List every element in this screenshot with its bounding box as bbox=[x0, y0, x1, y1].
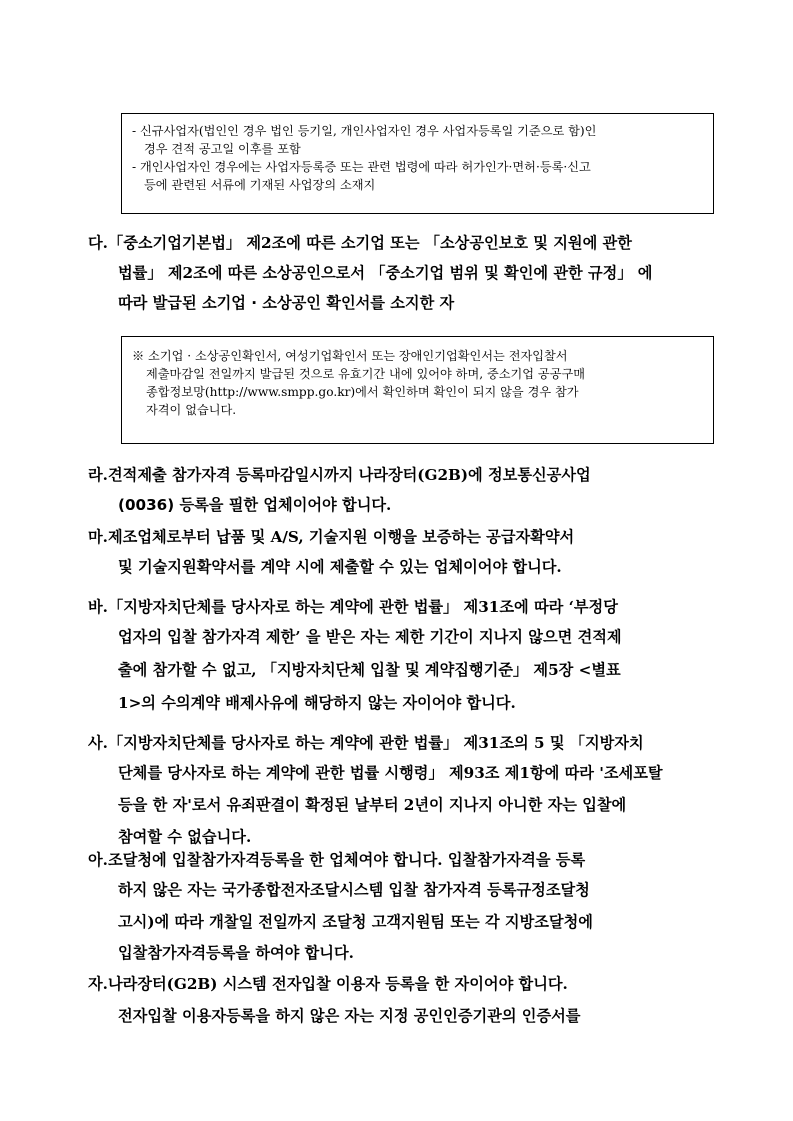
item-a-line-4: 입찰참가자격등록을 하여야 합니다. bbox=[118, 944, 354, 962]
box2-line-2: 제출마감일 전일까지 발급된 것으로 유효기간 내에 있어야 하며, 중소기업 공공구매 bbox=[146, 367, 586, 381]
item-ma-marker: 마. bbox=[88, 528, 108, 546]
box1-line-3: - 개인사업자인 경우에는 사업자등록증 또는 관련 법령에 따라 허가인가·면허·등록·신고 bbox=[132, 160, 591, 174]
item-ba bbox=[88, 592, 718, 718]
item-a-line-1: 조달청에 입찰참가자격등록을 한 업체여야 합니다. 입찰참가자격을 등록 bbox=[108, 851, 586, 869]
item-da-marker: 다. bbox=[88, 234, 108, 252]
item-da-line-1: 「중소기업기본법」 제2조에 따른 소기업 또는 「소상공인보호 및 지원에 관한 bbox=[108, 234, 632, 252]
item-da-line-2: 법률」 제2조에 따른 소상공인으로서 「중소기업 범위 및 확인에 관한 규정」 에 bbox=[118, 264, 653, 282]
box2-line-4: 자격이 없습니다. bbox=[146, 403, 237, 417]
item-ma bbox=[88, 522, 718, 582]
item-a bbox=[88, 845, 718, 968]
notice-box-certificate bbox=[121, 336, 714, 444]
box2-line-3: 종합정보망(http://www.smpp.go.kr)에서 확인하며 확인이 되지 않을 경우 참가 bbox=[146, 385, 579, 399]
item-ma-line-2: 및 기술지원확약서를 계약 시에 제출할 수 있는 업체이어야 합니다. bbox=[118, 558, 562, 576]
item-ra-line-2: 등록을 필한 업체이어야 합니다. bbox=[174, 496, 392, 514]
item-ra-emphasis-1: 정보통신공사업 bbox=[488, 466, 591, 484]
item-a-marker: 아. bbox=[88, 851, 108, 869]
item-sa-line-1: 「지방자치단체를 당사자로 하는 계약에 관한 법률」 제31조의 5 및 「지방자치 bbox=[108, 734, 644, 752]
item-ma-line-1: 제조업체로부터 납품 및 A/S, 기술지원 이행을 보증하는 공급자확약서 bbox=[108, 528, 575, 546]
item-sa bbox=[88, 728, 718, 852]
box2-line-1: ※ 소기업 · 소상공인확인서, 여성기업확인서 또는 장애인기업확인서는 전자입찰서 bbox=[132, 349, 568, 363]
item-ba-line-2: 업자의 입찰 참가자격 제한’ 을 받은 자는 제한 기간이 지나지 않으면 견적제 bbox=[118, 628, 622, 646]
box1-line-4: 등에 관련된 서류에 기재된 사업장의 소재지 bbox=[144, 178, 376, 192]
item-sa-line-4: 참여할 수 없습니다. bbox=[118, 828, 252, 846]
item-ba-line-4: 1>의 수의계약 배제사유에 해당하지 않는 자이어야 합니다. bbox=[118, 694, 516, 712]
item-a-line-3: 고시)에 따라 개찰일 전일까지 조달청 고객지원팀 또는 각 지방조달청에 bbox=[118, 913, 593, 931]
item-da-emphasis: 소기업 · 소상공인 확인서를 소지한 자 bbox=[201, 294, 455, 312]
item-sa-marker: 사. bbox=[88, 734, 108, 752]
item-ba-line-1: 「지방자치단체를 당사자로 하는 계약에 관한 법률」 제31조에 따라 ‘부정당 bbox=[108, 598, 618, 616]
box1-line-2: 경우 견적 공고일 이후를 포함 bbox=[144, 142, 301, 156]
box1-line-1: - 신규사업자(법인인 경우 법인 등기일, 개인사업자인 경우 사업자등록일 기준으로 함)인 bbox=[132, 124, 597, 138]
item-ja-line-2: 전자입찰 이용자등록을 하지 않은 자는 지정 공인인증기관의 인증서를 bbox=[118, 1007, 581, 1025]
item-ja bbox=[88, 969, 718, 1031]
item-a-line-2: 하지 않은 자는 국가종합전자조달시스템 입찰 참가자격 등록규정조달청 bbox=[118, 881, 590, 899]
item-ra-marker: 라. bbox=[88, 466, 108, 484]
item-ja-line-1: 나라장터(G2B) 시스템 전자입찰 이용자 등록을 한 자이어야 합니다. bbox=[108, 975, 568, 993]
item-sa-line-3: 등을 한 자'로서 유죄판결이 확정된 날부터 2년이 지나지 아니한 자는 입찰에 bbox=[118, 796, 627, 814]
item-ra-emphasis-2: (0036) bbox=[118, 496, 175, 514]
item-ra-line-1: 견적제출 참가자격 등록마감일시까지 나라장터(G2B)에 bbox=[108, 466, 488, 484]
item-da-line-3: 따라 발급된 bbox=[118, 294, 202, 312]
item-ja-marker: 자. bbox=[88, 975, 108, 993]
item-ba-marker: 바. bbox=[88, 598, 108, 616]
item-ba-line-3: 출에 참가할 수 없고, 「지방자치단체 입찰 및 계약집행기준」 제5장 <별표 bbox=[118, 661, 621, 679]
item-sa-line-2: 단체를 당사자로 하는 계약에 관한 법률 시행령」 제93조 제1항에 따라 '조세포탈 bbox=[118, 764, 663, 782]
item-ra bbox=[88, 460, 718, 520]
item-da bbox=[88, 228, 718, 318]
notice-box-business-location bbox=[121, 113, 714, 214]
